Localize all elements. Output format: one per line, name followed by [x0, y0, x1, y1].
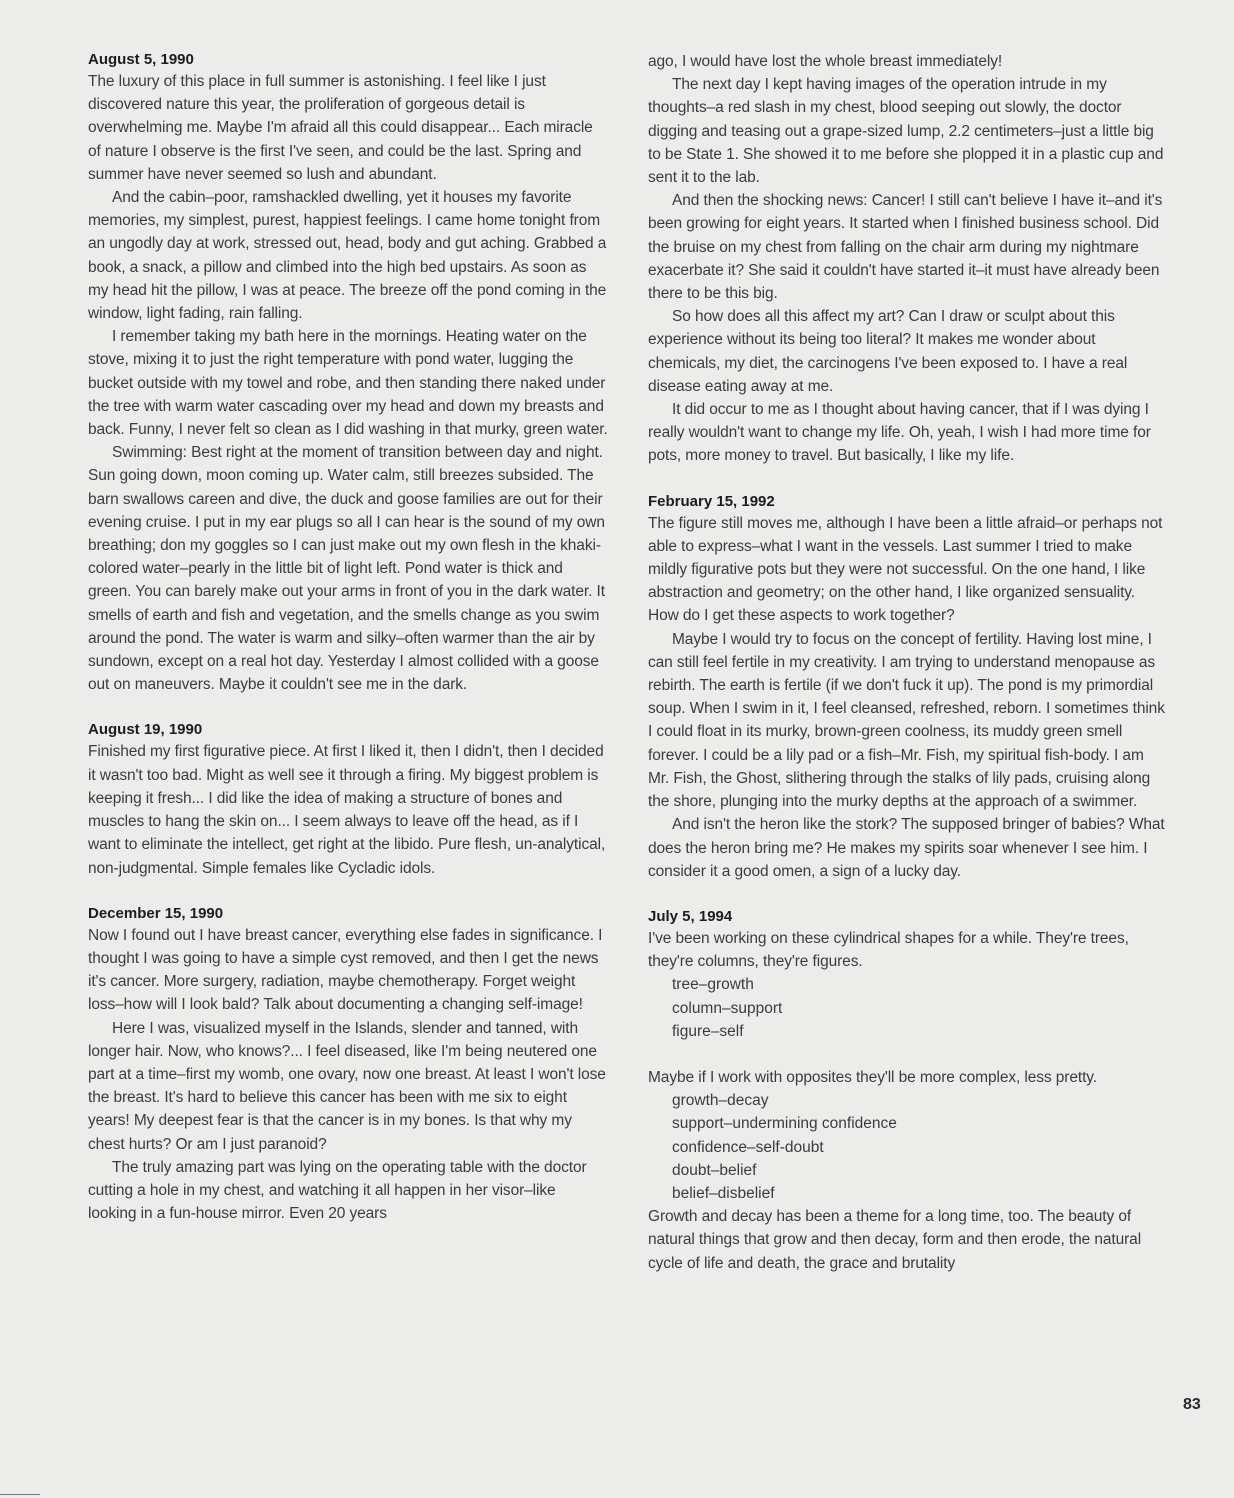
paragraph: Here I was, visualized myself in the Islands, slender and tanned, with longer hair. Now, who knows?... I feel diseased, like I'm being neutered one part at a time–first my womb, one ovary, now one breast. At least I won't lose the breast. It's hard to believe this cancer has been with me six to eight years! My deepest fear is that the cancer is in my bones. Is that why my chest hurts? Or am I just paranoid? — [88, 1019, 606, 1153]
list-item: figure–self — [672, 1022, 744, 1040]
crop-mark — [0, 1494, 40, 1495]
list-item: support–undermining confidence — [672, 1115, 897, 1133]
list-item: doubt–belief — [672, 1161, 757, 1179]
journal-entry-jul-5-1994 — [648, 907, 1168, 1275]
entry-date: December 15, 1990 — [88, 904, 224, 922]
entry-date: August 19, 1990 — [88, 721, 203, 739]
list-item: tree–growth — [672, 976, 754, 994]
journal-entry-aug-5-1990 — [88, 50, 608, 696]
paragraph: It did occur to me as I thought about having cancer, that if I was dying I really wouldn't want to change my life. Oh, yeah, I wish I had more time for pots, more money to travel. But basically, I like my life. — [648, 401, 1151, 465]
right-column — [648, 50, 1168, 1299]
paragraph: The figure still moves me, although I have been a little afraid–or perhaps not able to express–what I want in the vessels. Last summer I tried to make mildly figurative pots but they were not successful. On the one hand, I like abstraction and geometry; on the other hand, I like organized sensuality. How do I get these aspects to work together? — [648, 514, 1163, 625]
list-item: growth–decay — [672, 1092, 769, 1110]
paragraph: The truly amazing part was lying on the operating table with the doctor cutting a hole in my chest, and watching it all happen in her visor–like looking in a fun-house mirror. Even 20 years — [88, 1158, 587, 1223]
paragraph: And then the shocking news: Cancer! I still can't believe I have it–and it's been growing for eight years. It started when I finished business school. Did the bruise on my chest from falling on the chair arm during my nightmare exacerbate it? She said it couldn't have started it–it must have already been there to be this big. — [648, 192, 1163, 303]
paragraph: I remember taking my bath here in the mornings. Heating water on the stove, mixing it to just the right temperature with pond water, lugging the bucket outside with my towel and robe, and then standing there naked under the tree with warm water cascading over my head and down my breasts and back. Funny, I never felt so clean as I did washing in that murky, green water. — [88, 328, 608, 439]
paragraph: So how does all this affect my art? Can I draw or sculpt about this experience without its being too literal? It makes me wonder about chemicals, my diet, the carcinogens I've been exposed to. I have a real disease eating away at me. — [648, 308, 1128, 395]
paragraph: And isn't the heron like the stork? The supposed bringer of babies? What does the heron bring me? He makes my spirits soar whenever I see him. I consider it a good omen, a sign of a lucky day. — [648, 816, 1165, 880]
entry-date: August 5, 1990 — [88, 51, 194, 68]
paragraph: Growth and decay has been a theme for a long time, too. The beauty of natural things that grow and then decay, form and then erode, the natural cycle of life and death, the grace and brutality — [648, 1208, 1142, 1272]
journal-entry-feb-15-1992 — [648, 492, 1168, 883]
list-item: column–support — [672, 999, 783, 1017]
entry-date: July 5, 1994 — [648, 907, 733, 925]
paragraph: Swimming: Best right at the moment of transition between day and night. Sun going down, moon coming up. Water calm, still breezes subsided. The barn swallows careen and dive, the duck and goose families are out for their evening cruise. I put in my ear plugs so all I can hear is the sound of my own breathing; don my goggles so I can just make out my own flesh in the khaki-colored water–pearly in the little bit of light left. Pond water is thick and green. You can barely make out your arms in front of you in the dark water. It smells of earth and fish and vegetation, and the smells change as you swim around the pond. The water is warm and silky–often warmer than the air by sundown, except on a real hot day. Yesterday I almost collided with a goose out on maneuvers. Maybe it couldn't see me in the dark. — [88, 444, 605, 694]
paragraph: And the cabin–poor, ramshackled dwelling, yet it houses my favorite memories, my simplest, purest, happiest feelings. I came home tonight from an ungodly day at work, stressed out, head, body and gut aching. Grabbed a book, a snack, a pillow and climbed into the high bed upstairs. As soon as my head hit the pillow, I was at peace. The breeze off the pond coming in the window, light fading, rain falling. — [88, 189, 607, 323]
paragraph: The luxury of this place in full summer is astonishing. I feel like I just discovered nature this year, the proliferation of gorgeous detail is overwhelming me. Maybe I'm afraid all this could disappear... Each miracle of nature I observe is the first I've seen, and could be the last. Spring and summer have never seemed so lush and abundant. — [88, 73, 593, 183]
paragraph: I've been working on these cylindrical shapes for a while. They're trees, they're columns, they're figures. — [648, 929, 1129, 971]
list-item: confidence–self-doubt — [672, 1138, 824, 1156]
left-column — [88, 50, 608, 1249]
journal-entry-dec-15-1990 — [88, 904, 608, 1226]
journal-entry-aug-19-1990 — [88, 720, 608, 879]
list-item: belief–disbelief — [672, 1184, 775, 1202]
paragraph: Maybe I would try to focus on the concept of fertility. Having lost mine, I can still feel fertile in my creativity. I am trying to understand menopause as rebirth. The earth is fertile (if we don't fuck it up). The pond is my primordial soup. When I swim in it, I feel cleansed, refreshed, reborn. I sometimes think I could float in its murky, brown-green coolness, its muddy green smell forever. I could be a lily pad or a fish–Mr. Fish, my spiritual fish-body. I am Mr. Fish, the Ghost, slithering through the stalks of lily pads, cruising along the shore, plunging into the murky depths at the approach of a swimmer. — [648, 630, 1165, 811]
paragraph: Maybe if I work with opposites they'll be more complex, less pretty. — [648, 1068, 1097, 1086]
entry-date: February 15, 1992 — [648, 492, 775, 510]
spacer — [648, 1043, 1168, 1066]
paragraph: Now I found out I have breast cancer, everything else fades in significance. I thought I was going to have a simple cyst removed, and then I get the news it's cancer. More surgery, radiation, maybe chemotherapy. Forget weight loss–how will I look bald? Talk about documenting a changing self-image! — [88, 926, 603, 1014]
paragraph: Finished my first figurative piece. At first I liked it, then I didn't, then I decided it wasn't too bad. Might as well see it through a firing. My biggest problem is keeping it fresh... I did like the idea of making a structure of bones and muscles to hang the skin on... I seem always to leave off the head, as if I want to eliminate the intellect, get right at the libido. Pure flesh, un-analytical, non-judgmental. Simple females like Cycladic idols. — [88, 743, 606, 877]
paragraph: ago, I would have lost the whole breast immediately! — [648, 53, 1003, 70]
journal-entry-dec-15-1990-continued — [648, 50, 1168, 468]
paragraph: The next day I kept having images of the operation intrude in my thoughts–a red slash in my chest, blood seeping out slowly, the doctor digging and teasing out a grape-sized lump, 2.2 centimeters–just a little big to be State 1. She showed it to me before she plopped it in a plastic cup and sent it to the lab. — [648, 76, 1164, 187]
page-number: 83 — [1183, 1396, 1201, 1413]
